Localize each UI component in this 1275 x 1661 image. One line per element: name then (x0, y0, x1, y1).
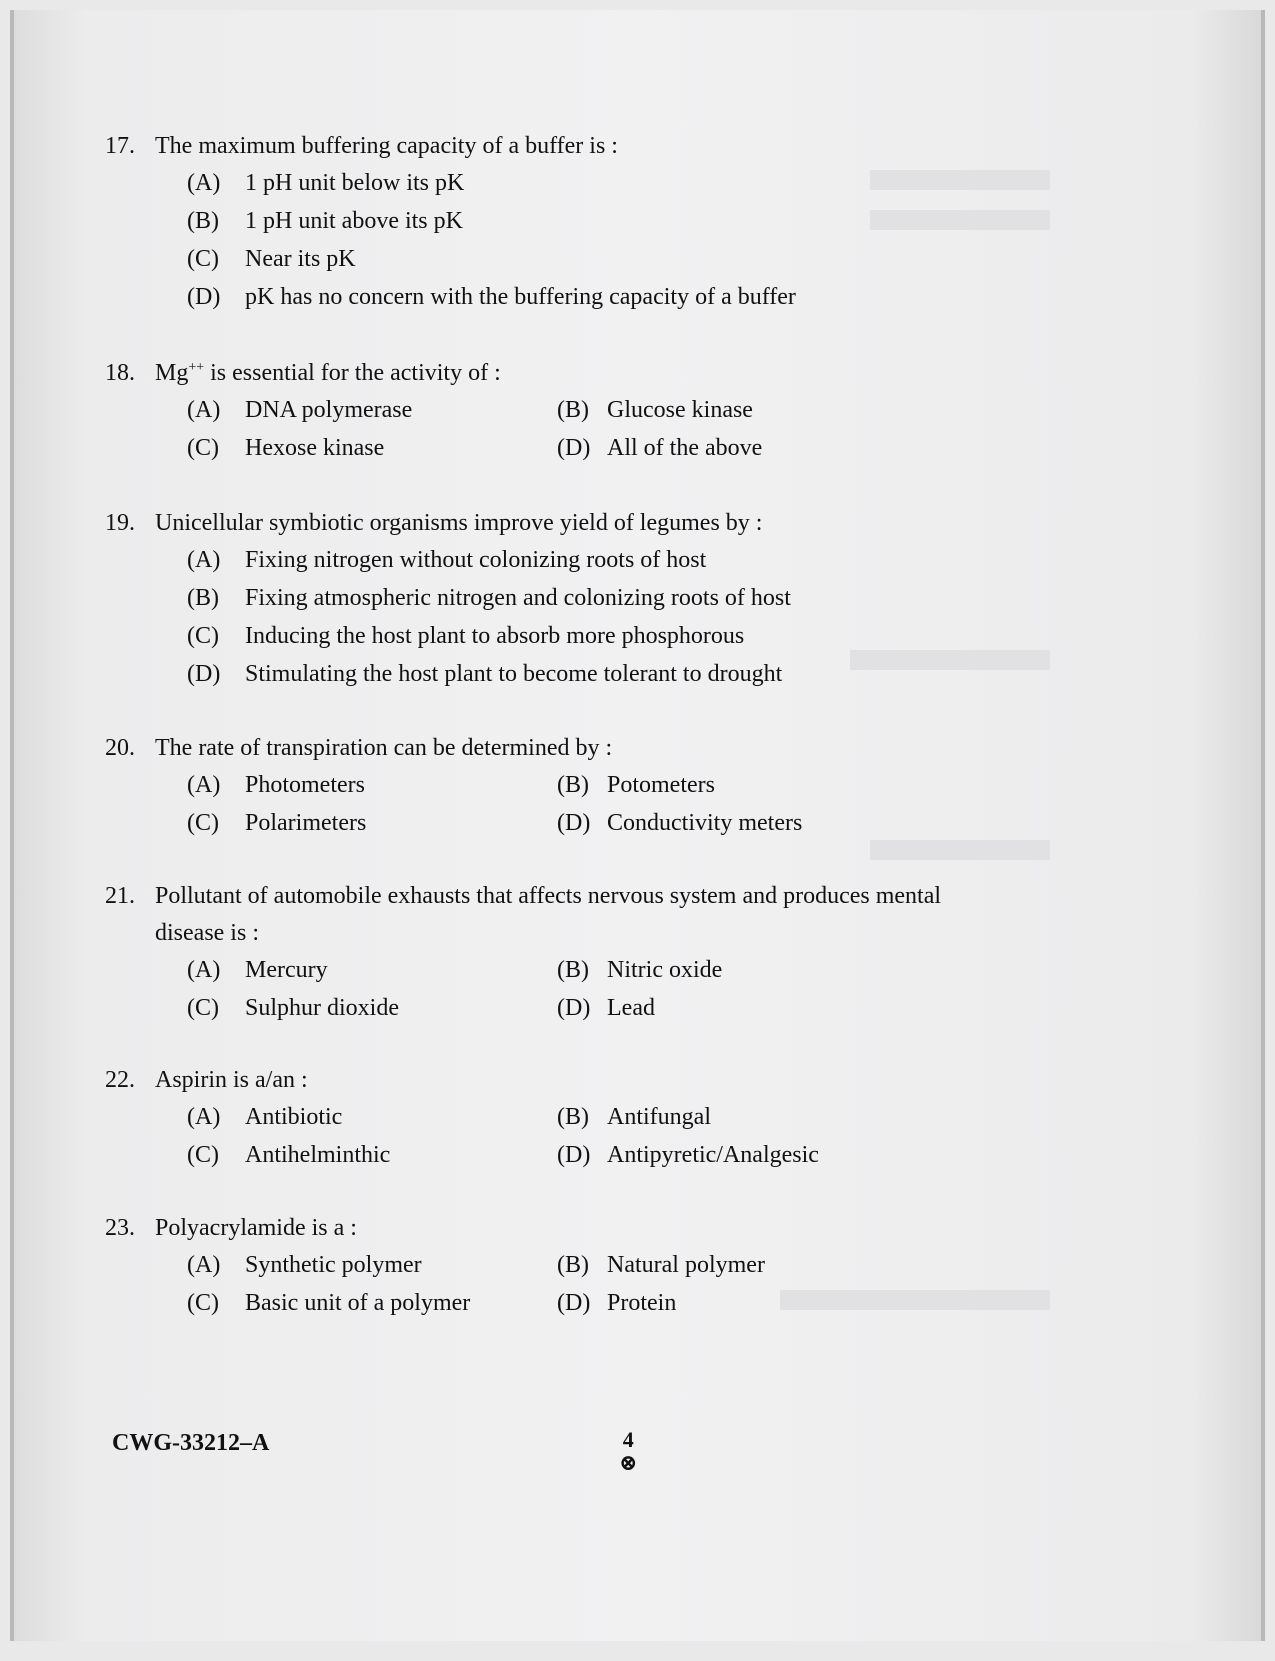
option-letter: (C) (187, 435, 219, 462)
option-a (187, 767, 557, 804)
option-b (557, 392, 927, 429)
option-text: Stimulating the host plant to become tolerant to drought (245, 661, 783, 688)
option-c (187, 1137, 557, 1174)
question-text-rest: is essential for the activity of : (204, 360, 501, 386)
option-c (187, 805, 557, 842)
option-a (187, 952, 557, 989)
option-d (187, 656, 782, 693)
option-letter: (D) (557, 995, 591, 1022)
option-text: 1 pH unit above its pK (245, 208, 463, 235)
crossed-circle-icon: ⊗ (619, 1450, 638, 1476)
option-a (187, 542, 706, 579)
question-23 (105, 1210, 927, 1323)
option-letter: (D) (557, 1142, 591, 1169)
option-c (187, 990, 557, 1027)
option-text: Hexose kinase (245, 435, 385, 462)
question-text: Unicellular symbiotic organisms improve yield of legumes by : (155, 510, 763, 536)
option-a (187, 392, 557, 429)
option-b (557, 952, 927, 989)
option-text: Protein (607, 1290, 677, 1317)
bleed-through-mark (850, 650, 1050, 670)
option-letter: (C) (187, 1142, 219, 1169)
option-text: Antibiotic (245, 1104, 343, 1131)
question-22 (105, 1062, 927, 1175)
option-letter: (D) (557, 435, 591, 462)
option-letter: (B) (187, 208, 219, 235)
option-text: Conductivity meters (607, 810, 803, 837)
option-letter: (D) (557, 1290, 591, 1317)
option-letter: (A) (187, 957, 221, 984)
option-a (187, 1247, 557, 1284)
option-text: DNA polymerase (245, 397, 413, 424)
option-letter: (B) (557, 1252, 589, 1279)
option-b (557, 767, 927, 804)
option-b (187, 580, 791, 617)
option-text: Polarimeters (245, 810, 367, 837)
question-number: 22. (105, 1067, 135, 1093)
question-text-base: Mg (155, 360, 189, 386)
option-c (187, 430, 557, 467)
question-text: The maximum buffering capacity of a buffer is : (155, 133, 618, 159)
question-17 (105, 128, 796, 317)
option-c (187, 618, 744, 655)
bleed-through-mark (870, 210, 1050, 230)
option-a (187, 1099, 557, 1136)
option-text: Sulphur dioxide (245, 995, 399, 1022)
option-text: Fixing atmospheric nitrogen and colonizing roots of host (245, 585, 791, 612)
option-text: All of the above (607, 435, 763, 462)
option-letter: (C) (187, 810, 219, 837)
option-letter: (D) (187, 661, 221, 688)
option-letter: (C) (187, 1290, 219, 1317)
option-text: Natural polymer (607, 1252, 765, 1279)
question-text (155, 355, 501, 392)
option-d (557, 805, 927, 842)
right-page-edge (1261, 10, 1265, 1641)
option-letter: (A) (187, 1252, 221, 1279)
question-text: Aspirin is a/an : (155, 1067, 308, 1093)
option-text: pK has no concern with the buffering capacity of a buffer (245, 284, 796, 311)
option-text: Antipyretic/Analgesic (607, 1142, 819, 1169)
left-page-edge (10, 10, 14, 1641)
option-d (557, 1285, 927, 1322)
option-d (557, 1137, 927, 1174)
option-text: 1 pH unit below its pK (245, 170, 465, 197)
option-text: Nitric oxide (607, 957, 723, 984)
option-b (557, 1247, 927, 1284)
option-text: Glucose kinase (607, 397, 753, 424)
option-c (187, 241, 356, 278)
option-text: Inducing the host plant to absorb more phosphorous (245, 623, 745, 650)
paper-code: CWG-33212–A (112, 1430, 270, 1456)
option-letter: (A) (187, 1104, 221, 1131)
option-letter: (B) (557, 397, 589, 424)
option-d (557, 990, 927, 1027)
question-21 (105, 878, 941, 1028)
option-letter: (C) (187, 246, 219, 273)
option-letter: (D) (187, 284, 221, 311)
option-letter: (B) (187, 585, 219, 612)
option-text: Basic unit of a polymer (245, 1290, 471, 1317)
question-number: 18. (105, 360, 135, 386)
option-b (557, 1099, 927, 1136)
option-text: Antifungal (607, 1104, 711, 1131)
question-text: The rate of transpiration can be determined by : (155, 735, 613, 761)
option-text: Fixing nitrogen without colonizing roots of host (245, 547, 707, 574)
option-d (187, 279, 796, 316)
question-18 (105, 355, 927, 468)
question-number: 19. (105, 510, 135, 536)
question-19 (105, 505, 791, 694)
option-letter: (D) (557, 810, 591, 837)
question-number: 20. (105, 735, 135, 761)
option-text: Mercury (245, 957, 328, 984)
option-text: Photometers (245, 772, 365, 799)
option-text: Lead (607, 995, 655, 1022)
question-number: 17. (105, 133, 135, 159)
option-a (187, 165, 464, 202)
question-text: Pollutant of automobile exhausts that affects nervous system and produces mental (155, 883, 942, 909)
option-letter: (B) (557, 957, 589, 984)
question-number: 21. (105, 883, 135, 909)
option-letter: (A) (187, 547, 221, 574)
option-letter: (A) (187, 170, 221, 197)
exam-page (10, 10, 1265, 1641)
option-c (187, 1285, 557, 1322)
question-number: 23. (105, 1215, 135, 1241)
option-letter: (B) (557, 772, 589, 799)
option-letter: (A) (187, 772, 221, 799)
option-b (187, 203, 463, 240)
bleed-through-mark (870, 170, 1050, 190)
question-text-superscript: ++ (188, 360, 205, 375)
option-letter: (C) (187, 995, 219, 1022)
question-text-continued: disease is : (155, 920, 259, 947)
option-letter: (B) (557, 1104, 589, 1131)
question-20 (105, 730, 927, 843)
page-number: 4 (622, 1427, 634, 1452)
option-letter: (A) (187, 397, 221, 424)
option-text: Potometers (607, 772, 715, 799)
option-text: Synthetic polymer (245, 1252, 422, 1279)
option-text: Near its pK (245, 246, 356, 273)
page-footer (619, 1428, 637, 1474)
option-text: Antihelminthic (245, 1142, 391, 1169)
option-d (557, 430, 927, 467)
question-text: Polyacrylamide is a : (155, 1215, 357, 1241)
option-letter: (C) (187, 623, 219, 650)
